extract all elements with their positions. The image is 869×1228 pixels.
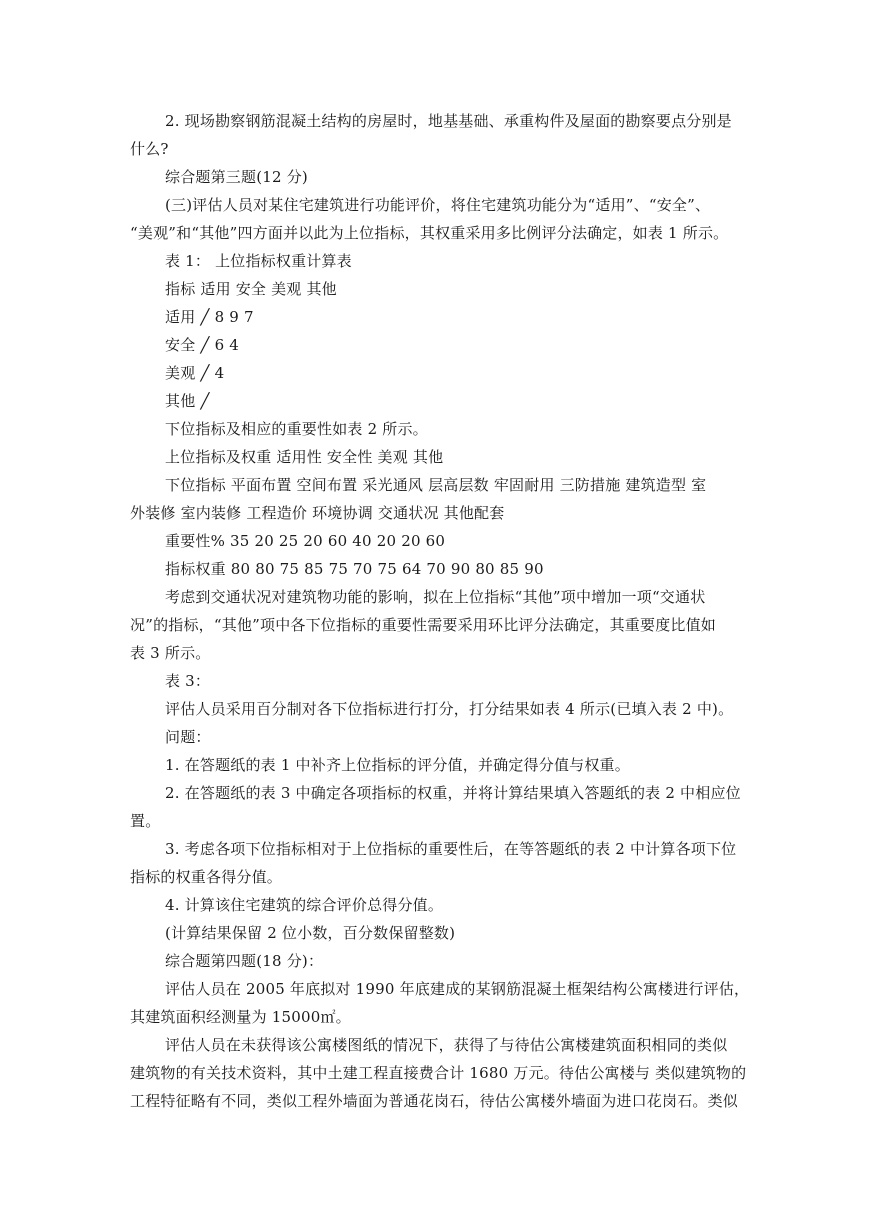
paragraph-line: 下位指标及相应的重要性如表 2 所示。 bbox=[165, 420, 428, 438]
table-2-row: 重要性% 35 20 25 20 60 40 20 20 60 bbox=[165, 532, 446, 550]
question-2-text: 2. 现场勘察钢筋混凝土结构的房屋时，地基基础、承重构件及屋面的勘察要点分别是 bbox=[165, 112, 732, 130]
paragraph-line: 建筑物的有关技术资料，其中土建工程直接费合计 1680 万元。待估公寓楼与 类似建筑物的 bbox=[130, 1064, 747, 1082]
questions-heading: 问题： bbox=[165, 728, 211, 746]
question-item-2: 2. 在答题纸的表 3 中确定各项指标的权重，并将计算结果填入答题纸的表 2 中相应位 bbox=[165, 784, 741, 802]
paragraph-line: 评估人员在未获得该公寓楼图纸的情况下，获得了与待估公寓楼建筑面积相同的类似 bbox=[165, 1036, 728, 1054]
table-1-row: 适用 ╱ 8 9 7 bbox=[165, 308, 254, 326]
paragraph-line: 评估人员在 2005 年底拟对 1990 年底建成的某钢筋混凝土框架结构公寓楼进行评估， bbox=[165, 980, 750, 998]
paragraph-line: 其建筑面积经测量为 15000㎡。 bbox=[130, 1008, 351, 1026]
paragraph-line: 况”的指标，“其他”项中各下位指标的重要性需要采用环比评分法确定，其重要度比值如 bbox=[130, 616, 717, 634]
section-heading-3: 综合题第三题(12 分) bbox=[165, 168, 308, 186]
table-2-row: 下位指标 平面布置 空间布置 采光通风 层高层数 牢固耐用 三防措施 建筑造型 室 bbox=[165, 476, 707, 494]
table-1-row: 安全 ╱ 6 4 bbox=[165, 336, 240, 354]
paragraph-line: “美观”和“其他”四方面并以此为上位指标，其权重采用多比例评分法确定，如表 1 所示。 bbox=[130, 224, 729, 242]
paragraph-line: 考虑到交通状况对建筑物功能的影响，拟在上位指标“其他”项中增加一项“交通状 bbox=[165, 588, 706, 606]
rounding-note: (计算结果保留 2 位小数，百分数保留整数) bbox=[165, 924, 456, 942]
table-1-row: 指标 适用 安全 美观 其他 bbox=[165, 280, 337, 298]
question-item-1: 1. 在答题纸的表 1 中补齐上位指标的评分值，并确定得分值与权重。 bbox=[165, 756, 630, 774]
table-2-row-cont: 外装修 室内装修 工程造价 环境协调 交通状况 其他配套 bbox=[130, 504, 505, 522]
table-3-caption: 表 3： bbox=[165, 672, 211, 690]
question-item-4: 4. 计算该住宅建筑的综合评价总得分值。 bbox=[165, 896, 444, 914]
paragraph-line: 表 3 所示。 bbox=[130, 644, 211, 662]
table-2-row: 上位指标及权重 适用性 安全性 美观 其他 bbox=[165, 448, 444, 466]
table-1-row: 美观 ╱ 4 bbox=[165, 364, 225, 382]
question-item-2-cont: 置。 bbox=[130, 812, 161, 830]
table-2-row: 指标权重 80 80 75 85 75 70 75 64 70 90 80 85 90 bbox=[165, 560, 544, 578]
question-2-text-cont: 什么? bbox=[130, 140, 169, 158]
paragraph-line: 工程特征略有不同，类似工程外墙面为普通花岗石，待估公寓楼外墙面为进口花岗石。类似 bbox=[130, 1092, 739, 1110]
paragraph-line: (三)评估人员对某住宅建筑进行功能评价，将住宅建筑功能分为“适用”、“安全”、 bbox=[165, 196, 711, 214]
table-1-caption: 表 1： 上位指标权重计算表 bbox=[165, 252, 352, 270]
question-item-3: 3. 考虑各项下位指标相对于上位指标的重要性后，在等答题纸的表 2 中计算各项下位 bbox=[165, 840, 737, 858]
section-heading-4: 综合题第四题(18 分)： bbox=[165, 952, 324, 970]
table-1-row: 其他 ╱ bbox=[165, 392, 210, 410]
paragraph-line: 评估人员采用百分制对各下位指标进行打分，打分结果如表 4 所示(已填入表 2 中)。 bbox=[165, 700, 734, 718]
question-item-3-cont: 指标的权重各得分值。 bbox=[130, 868, 283, 886]
